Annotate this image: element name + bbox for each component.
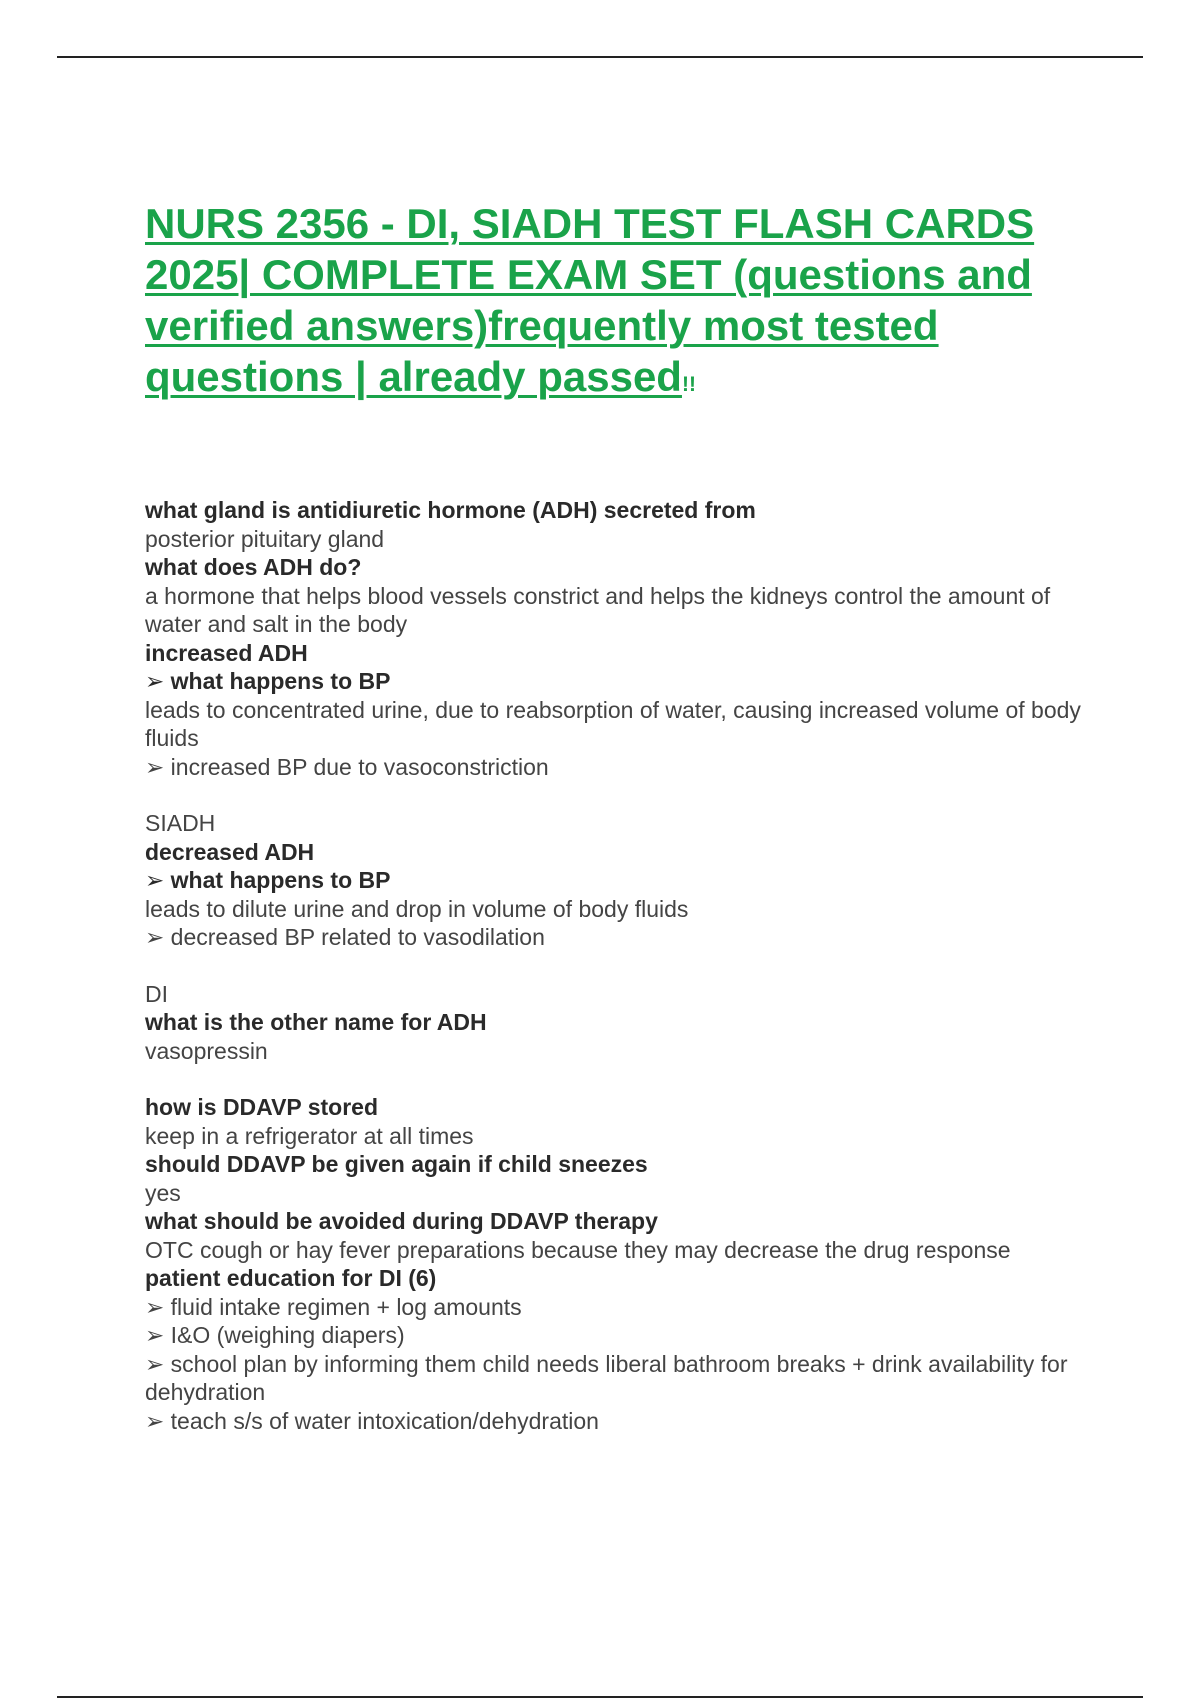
line-text: yes	[145, 1179, 181, 1206]
line-text: teach s/s of water intoxication/dehydration	[170, 1407, 599, 1434]
flashcard-answer	[145, 582, 1085, 639]
line-text: patient education for DI (6)	[145, 1265, 437, 1291]
flashcard-answer	[145, 1122, 1085, 1151]
line-text: increased ADH	[145, 639, 308, 666]
flashcard-answer	[145, 1293, 1085, 1322]
line-text: SIADH	[145, 810, 216, 836]
line-text: a hormone that helps blood vessels constrict and helps the kidneys control the amount of water and salt in the body	[145, 582, 1051, 637]
line-text: what should be avoided during DDAVP therapy	[145, 1208, 658, 1234]
document-page	[145, 198, 1085, 1435]
flashcard-question	[145, 1150, 1085, 1179]
bullet-arrow-icon: ➢	[145, 867, 171, 893]
flashcard-answer	[145, 923, 1085, 952]
flashcard-answer	[145, 1037, 1085, 1066]
line-text: what does ADH do?	[145, 554, 362, 580]
line-text: what gland is antidiuretic hormone (ADH) secreted from	[145, 497, 756, 523]
flashcard-answer	[145, 525, 1085, 554]
section-gap	[145, 952, 1085, 980]
document-title	[145, 198, 1085, 410]
line-text: posterior pituitary gland	[145, 525, 385, 552]
bullet-arrow-icon: ➢	[145, 753, 171, 780]
line-text: leads to concentrated urine, due to reabsorption of water, causing increased volume of body fluids	[145, 696, 1081, 751]
flashcard-question	[145, 1264, 1085, 1293]
flashcard-answer	[145, 1179, 1085, 1208]
bullet-arrow-icon: ➢	[145, 924, 171, 950]
flashcard-answer	[145, 980, 1085, 1009]
title-text: NURS 2356 - DI, SIADH TEST FLASH CARDS 2025| COMPLETE EXAM SET (questions and verified answers)frequently most tested questions | already passed	[145, 200, 1035, 400]
bullet-arrow-icon: ➢	[145, 1293, 171, 1320]
flashcard-answer	[145, 1236, 1085, 1265]
line-text: I&O (weighing diapers)	[170, 1322, 405, 1348]
line-text: what happens to BP	[170, 668, 391, 694]
line-text: vasopressin	[145, 1037, 268, 1064]
line-text: increased BP due to vasoconstriction	[170, 753, 549, 780]
bullet-arrow-icon: ➢	[145, 1407, 171, 1434]
title-suffix: !!	[681, 373, 696, 396]
flashcard-question	[145, 639, 1085, 668]
flashcard-question	[145, 496, 1085, 525]
line-text: school plan by informing them child needs liberal bathroom breaks + drink availability for dehydration	[145, 1350, 1068, 1405]
section-gap	[145, 781, 1085, 809]
flashcard-question	[145, 553, 1085, 582]
line-text: how is DDAVP stored	[145, 1094, 379, 1120]
bullet-arrow-icon: ➢	[145, 668, 171, 694]
line-text: decreased BP related to vasodilation	[170, 924, 545, 950]
flashcard-answer	[145, 809, 1085, 838]
flashcard-answer	[145, 1321, 1085, 1350]
flashcard-question	[145, 866, 1085, 895]
section-gap	[145, 1065, 1085, 1093]
flashcard-question	[145, 1093, 1085, 1122]
line-text: what is the other name for ADH	[145, 1009, 487, 1035]
line-text: OTC cough or hay fever preparations because they may decrease the drug response	[145, 1236, 1011, 1263]
flashcard-answer	[145, 1407, 1085, 1436]
flashcard-answer	[145, 696, 1085, 753]
flashcard-content	[145, 496, 1085, 1435]
flashcard-question	[145, 667, 1085, 696]
line-text: decreased ADH	[145, 838, 315, 865]
flashcard-question	[145, 838, 1085, 867]
line-text: what happens to BP	[170, 867, 391, 893]
line-text: keep in a refrigerator at all times	[145, 1122, 474, 1149]
top-rule	[57, 56, 1143, 58]
flashcard-answer	[145, 1350, 1085, 1407]
line-text: DI	[145, 980, 168, 1007]
line-text: leads to dilute urine and drop in volume of body fluids	[145, 895, 689, 922]
line-text: fluid intake regimen + log amounts	[170, 1293, 522, 1320]
flashcard-answer	[145, 895, 1085, 924]
line-text: should DDAVP be given again if child sneezes	[145, 1151, 648, 1177]
bullet-arrow-icon: ➢	[145, 1350, 171, 1377]
flashcard-answer	[145, 753, 1085, 782]
flashcard-question	[145, 1008, 1085, 1037]
bottom-rule	[57, 1696, 1143, 1698]
bullet-arrow-icon: ➢	[145, 1322, 171, 1348]
flashcard-question	[145, 1207, 1085, 1236]
